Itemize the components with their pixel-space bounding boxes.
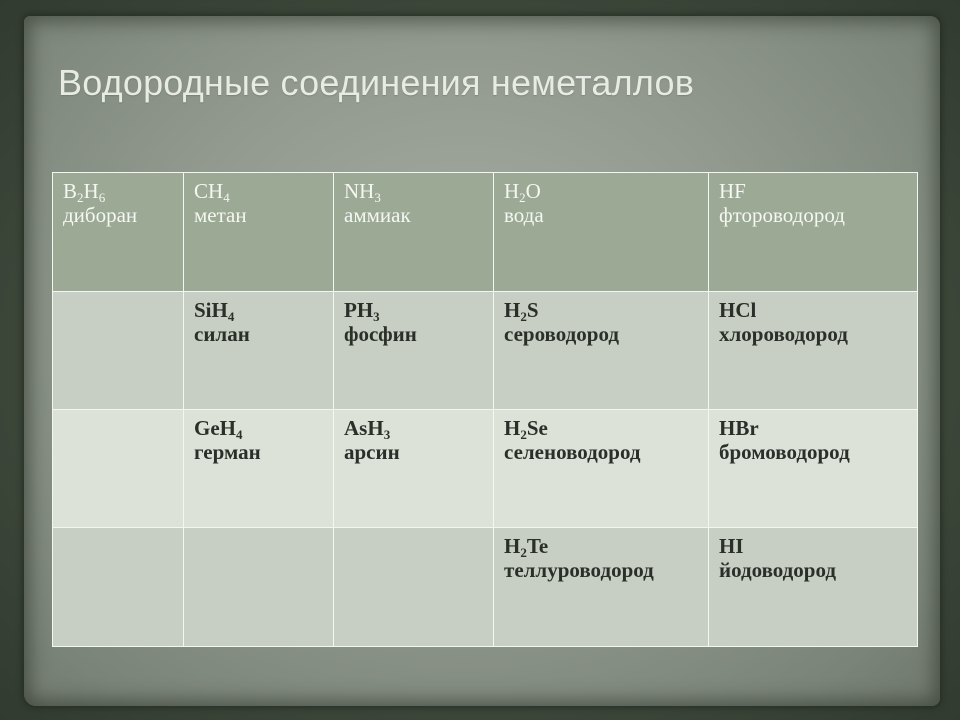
formula-text: Se	[526, 416, 548, 440]
formula-text: H	[504, 416, 521, 440]
compound-cell	[334, 410, 494, 528]
compound-formula	[504, 416, 698, 440]
compound-cell	[709, 528, 918, 647]
formula-text: HI	[719, 534, 744, 558]
formula-subscript: 3	[383, 427, 391, 442]
compound-name: теллуроводород	[504, 558, 654, 582]
formula-subscript: 6	[98, 190, 106, 205]
compound-formula	[504, 179, 698, 203]
compound-formula	[344, 298, 483, 322]
formula-text: H	[83, 179, 99, 203]
compound-name: арсин	[344, 440, 400, 464]
compound-cell	[709, 292, 918, 410]
compound-cell	[709, 410, 918, 528]
formula-subscript: 4	[227, 309, 235, 324]
table-row	[53, 528, 918, 647]
table-header-row	[53, 173, 918, 292]
formula-text: HF	[719, 179, 746, 203]
compound-name: хлороводород	[719, 322, 848, 346]
compound-formula	[719, 416, 907, 440]
compound-formula	[719, 534, 907, 558]
formula-subscript: 3	[373, 309, 380, 324]
compound-name: сероводород	[504, 322, 619, 346]
empty-cell	[53, 410, 184, 528]
formula-text: Te	[526, 534, 549, 558]
compound-name: диборан	[63, 203, 138, 227]
compound-formula	[194, 416, 323, 440]
formula-subscript: 2	[519, 190, 526, 205]
compound-name: бромоводород	[719, 440, 850, 464]
empty-cell	[53, 292, 184, 410]
compound-name: силан	[194, 322, 250, 346]
formula-text: CH	[194, 179, 224, 203]
slide-title: Водородные соединения неметаллов	[58, 62, 695, 103]
formula-subscript: 4	[223, 190, 230, 205]
formula-subscript: 2	[77, 190, 84, 205]
compound-cell	[184, 292, 334, 410]
formula-text: AsH	[344, 416, 384, 440]
compound-cell	[494, 292, 709, 410]
compound-cell	[494, 410, 709, 528]
compound-cell	[334, 292, 494, 410]
compound-cell	[494, 173, 709, 292]
compound-name: вода	[504, 203, 544, 227]
compound-name: метан	[194, 203, 247, 227]
compound-cell	[184, 410, 334, 528]
compound-cell	[709, 173, 918, 292]
formula-text: O	[525, 179, 541, 203]
compound-cell	[494, 528, 709, 647]
compound-name: йодоводород	[719, 558, 837, 582]
compound-formula	[344, 416, 483, 440]
formula-text: HCl	[719, 298, 757, 322]
compound-formula	[194, 179, 323, 203]
formula-text: HBr	[719, 416, 759, 440]
formula-subscript: 3	[374, 190, 381, 205]
compound-name: герман	[194, 440, 261, 464]
compound-formula	[719, 298, 907, 322]
formula-text: GeH	[194, 416, 236, 440]
formula-subscript: 2	[520, 427, 527, 442]
formula-text: H	[504, 298, 521, 322]
empty-cell	[53, 528, 184, 647]
formula-subscript: 2	[520, 309, 527, 324]
compound-name: фтороводород	[719, 203, 845, 227]
hydrogen-compounds-table	[52, 172, 918, 647]
table-row	[53, 410, 918, 528]
compound-name: фосфин	[344, 322, 417, 346]
table-row	[53, 292, 918, 410]
compound-formula	[63, 179, 173, 203]
formula-text: PH	[344, 298, 374, 322]
compound-cell	[53, 173, 184, 292]
formula-text: H	[504, 179, 520, 203]
formula-text: SiH	[194, 298, 228, 322]
formula-text: B	[63, 179, 78, 203]
empty-cell	[184, 528, 334, 647]
formula-subscript: 2	[520, 545, 527, 560]
formula-text: S	[526, 298, 539, 322]
compound-name: селеноводород	[504, 440, 641, 464]
compound-cell	[334, 173, 494, 292]
compound-formula	[194, 298, 323, 322]
compound-name: аммиак	[344, 203, 411, 227]
table-body	[53, 173, 918, 647]
compound-formula	[504, 298, 698, 322]
formula-subscript: 4	[236, 427, 243, 442]
empty-cell	[334, 528, 494, 647]
compound-formula	[719, 179, 907, 203]
compound-formula	[344, 179, 483, 203]
compound-cell	[184, 173, 334, 292]
compound-formula	[504, 534, 698, 558]
formula-text: H	[504, 534, 521, 558]
formula-text: NH	[344, 179, 375, 203]
